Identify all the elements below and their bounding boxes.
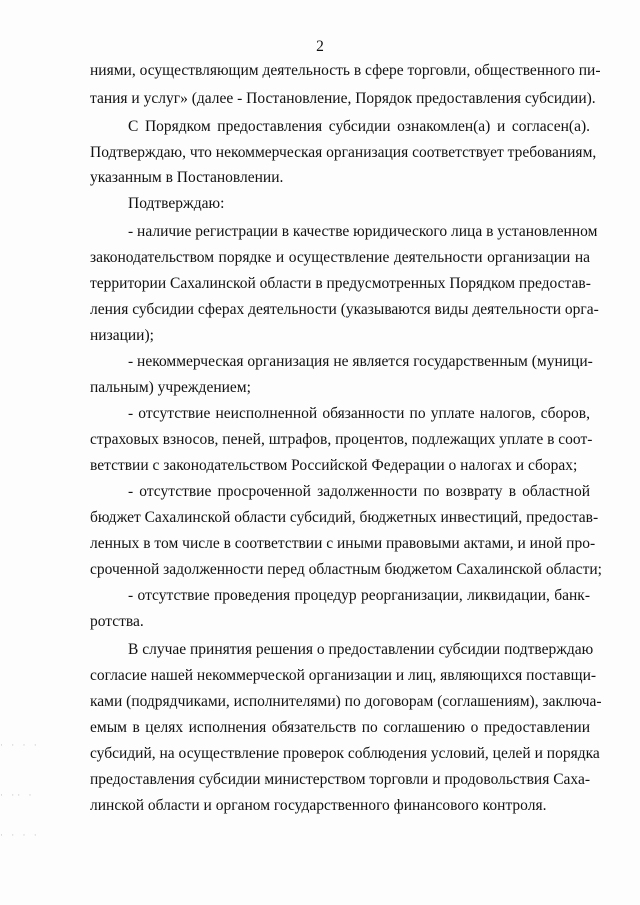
text-line: С Порядком предоставления субсидии ознакомлен(а) и согласен(а).: [128, 118, 590, 135]
text-line: Подтверждаю:: [128, 195, 225, 212]
text-line: - отсутствие просроченной задолженности по возврату в областной: [128, 483, 590, 500]
text-line: ления субсидии сферах деятельности (указываются виды деятельности орга-: [90, 301, 599, 318]
text-line: согласие нашей некоммерческой организации и лиц, являющихся поставщи-: [90, 667, 597, 684]
text-line: емым в целях исполнения обязательств по соглашению о предоставлении: [90, 719, 590, 736]
text-line: ленных в том числе в соответствии с иными правовыми актами, и иной про-: [90, 535, 596, 552]
text-line: ротства.: [90, 613, 144, 630]
text-line: ками (подрядчиками, исполнителями) по договорам (соглашениям), заключа-: [90, 693, 602, 710]
text-line: - отсутствие проведения процедур реорганизации, ликвидации, банк-: [128, 587, 590, 604]
text-line: - некоммерческая организация не является государственным (муници-: [128, 353, 593, 370]
text-line: субсидий, на осуществление проверок соблюдения условий, целей и порядка: [90, 745, 600, 762]
text-line: законодательством порядке и осуществление деятельности организации на: [90, 249, 590, 266]
text-line: указанным в Постановлении.: [90, 169, 284, 186]
text-line: территории Сахалинской области в предусмотренных Порядком предостав-: [90, 275, 591, 292]
text-line: тания и услуг» (далее - Постановление, Порядок предоставления субсидии).: [90, 90, 596, 107]
text-line: страховых взносов, пеней, штрафов, процентов, подлежащих уплате в соот-: [90, 431, 593, 448]
text-line: бюджет Сахалинской области субсидий, бюджетных инвестиций, предостав-: [90, 509, 599, 526]
text-line: - отсутствие неисполненной обязанности по уплате налогов, сборов,: [128, 405, 590, 422]
scan-noise: · ·· ·: [0, 790, 35, 800]
scan-noise: · · · ·: [0, 740, 40, 750]
scan-noise: · · · ·: [0, 830, 40, 840]
text-line: Подтверждаю, что некоммерческая организация соответствует требованиям,: [90, 144, 597, 161]
text-line: сроченной задолженности перед областным бюджетом Сахалинской области;: [90, 561, 602, 578]
text-line: низации);: [90, 327, 154, 344]
page-number: 2: [316, 38, 324, 55]
text-line: линской области и органом государственного финансового контроля.: [90, 797, 547, 814]
text-line: ниями, осуществляющим деятельность в сфере торговли, общественного пи-: [90, 62, 601, 79]
text-line: В случае принятия решения о предоставлении субсидии подтверждаю: [128, 641, 594, 658]
text-line: ветствии с законодательством Российской Федерации о налогах и сборах;: [90, 457, 578, 474]
text-line: пальным) учреждением;: [90, 379, 251, 396]
text-line: предоставления субсидии министерством торговли и продовольствия Саха-: [90, 771, 591, 788]
text-line: - наличие регистрации в качестве юридического лица в установленном: [128, 223, 598, 240]
